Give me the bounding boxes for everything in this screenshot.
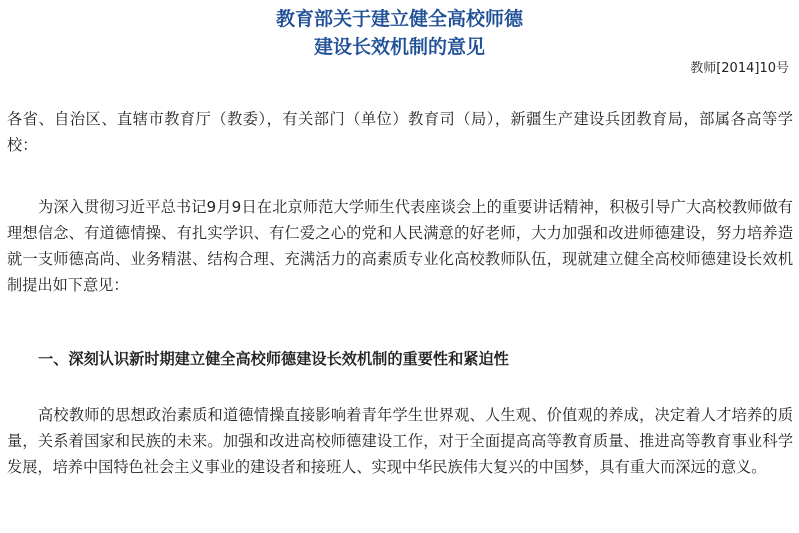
section-1-paragraph: 高校教师的思想政治素质和道德情操直接影响着青年学生世界观、人生观、价值观的养成，决定着人才培养的质量，关系着国家和民族的未来。加强和改进高校师德建设工作，对于全面提高高等教育质量、推进高等教育事业科学发展，培养中国特色社会主义事业的建设者和接班人、实现中华民族伟大复兴的中国梦，具有重大而深远的意义。 (7, 406, 793, 476)
document-title-line-2: 建设长效机制的意见 (313, 36, 485, 58)
addressee-paragraph: 各省、自治区、直辖市教育厅（教委），有关部门（单位）教育司（局），新疆生产建设兵团教育局，部属各高等学校： (7, 110, 793, 154)
section-1-heading: 一、深刻认识新时期建立健全高校师德建设长效机制的重要性和紧迫性 (38, 350, 509, 368)
document-title-line-1: 教育部关于建立健全高校师德 (275, 8, 523, 30)
intro-paragraph: 为深入贯彻习近平总书记9月9日在北京师范大学师生代表座谈会上的重要讲话精神，积极引导广大高校教师做有理想信念、有道德情操、有扎实学识、有仁爱之心的党和人民满意的好老师，大力加强和改进师德建设，努力培养造就一支师德高尚、业务精湛、结构合理、充满活力的高素质专业化高校教师队伍，现就建立健全高校师德建设长效机制提出如下意见： (7, 198, 793, 294)
document-number: 教师[2014]10号 (690, 61, 789, 76)
